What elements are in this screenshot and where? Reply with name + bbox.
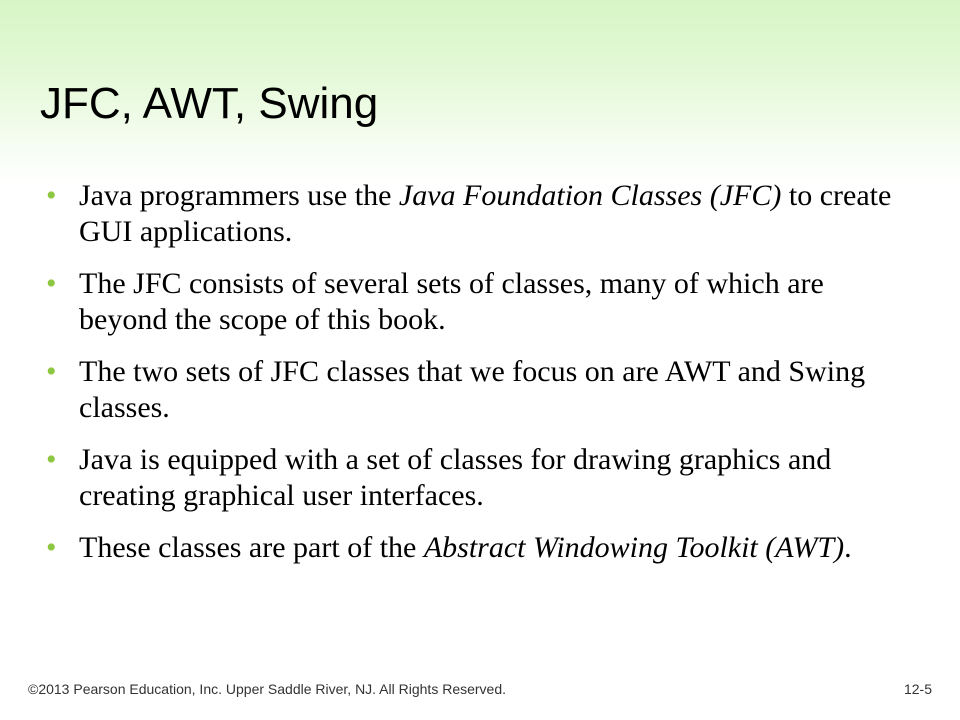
- page-number: 12-5: [903, 681, 932, 697]
- bullet-text-segment: to create GUI applications.: [79, 179, 892, 248]
- bullet-text-segment: Java programmers use the: [79, 179, 399, 212]
- bullet-marker: •: [46, 443, 57, 476]
- bullet-marker: •: [46, 267, 57, 300]
- slide-title: JFC, AWT, Swing: [40, 79, 379, 128]
- bullet-text-italic: Java Foundation Classes (JFC): [398, 179, 782, 212]
- bullet-item: [46, 354, 896, 426]
- bullet-marker: •: [46, 355, 57, 388]
- bullet-text: The two sets of JFC classes that we focus on are AWT and Swing classes.: [79, 355, 866, 424]
- bullet-text: The JFC consists of several sets of classes, many of which are beyond the scope of this book.: [79, 267, 824, 336]
- bullet-text: [79, 531, 852, 564]
- bullet-list: [46, 178, 896, 582]
- bullet-marker: •: [46, 531, 57, 564]
- bullet-item: [46, 530, 896, 566]
- bullet-text-segment: These classes are part of the: [79, 531, 424, 564]
- bullet-marker: •: [46, 179, 57, 212]
- bullet-item: [46, 266, 896, 338]
- bullet-text: Java is equipped with a set of classes for drawing graphics and creating graphical user interfaces.: [79, 443, 832, 512]
- copyright-footer: ©2013 Pearson Education, Inc. Upper Saddle River, NJ. All Rights Reserved.: [28, 681, 507, 697]
- bullet-text-italic: Abstract Windowing Toolkit (AWT): [423, 531, 845, 564]
- bullet-item: [46, 178, 896, 250]
- bullet-item: [46, 442, 896, 514]
- bullet-text: [79, 179, 891, 248]
- bullet-text-segment: .: [844, 531, 852, 564]
